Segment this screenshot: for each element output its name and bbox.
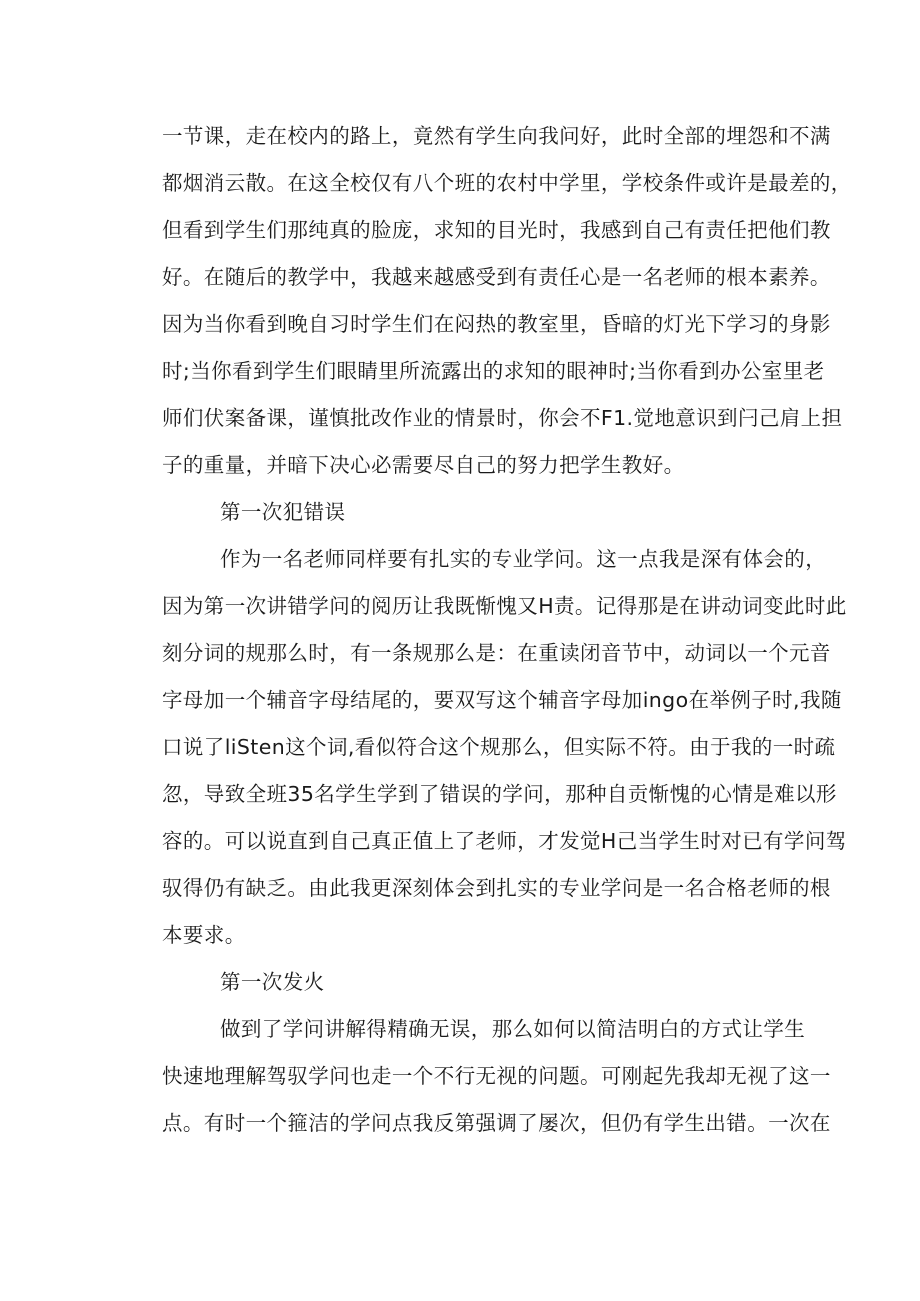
body-line-13: 字母加一个辅音字母结尾的，要双写这个辅音字母加ingo在举例子时,我随 xyxy=(162,688,842,712)
body-line-18: 本要求。 xyxy=(162,923,246,947)
body-line-12: 刻分词的规那么时，有一条规那么是：在重读闭音节中，动词以一个元音 xyxy=(162,641,831,665)
body-line-22: 点。有时一个箍洁的学问点我反第强调了屡次，但仍有学生出错。一次在 xyxy=(162,1111,831,1135)
body-line-14: 口说了liSten这个词,看似符合这个规那么，但实际不符。由于我的一时疏 xyxy=(162,735,836,759)
body-line-17: 驭得仍有缺乏。由此我更深刻体会到扎实的专业学问是一名合格老师的根 xyxy=(162,876,831,900)
body-line-4: 好。在随后的教学中，我越来越感受到有责任心是一名老师的根本素养。 xyxy=(162,265,831,289)
section-heading-first-mistake: 第一次犯错误 xyxy=(220,500,346,524)
body-line-3: 但看到学生们那纯真的脸庞，求知的目光时，我感到自己有责任把他们教 xyxy=(162,218,831,242)
body-line-8: 子的重量，并暗下决心必需要尽自己的努力把学生教好。 xyxy=(162,453,685,477)
body-line-5: 因为当你看到晚自习时学生们在闷热的教室里，昏暗的灯光下学习的身影 xyxy=(162,312,831,336)
body-line-7: 师们伏案备课，谨慎批改作业的情景时，你会不F1.觉地意识到闩己肩上担 xyxy=(162,406,843,430)
body-line-20: 做到了学问讲解得精确无误，那么如何以简洁明白的方式让学生 xyxy=(220,1017,806,1041)
body-line-6: 时;当你看到学生们眼睛里所流露出的求知的眼神时;当你看到办公室里老 xyxy=(162,359,825,383)
body-line-11: 因为第一次讲错学问的阅历让我既惭愧又H责。记得那是在讲动词变此时此 xyxy=(162,594,847,618)
body-line-10: 作为一名老师同样要有扎实的专业学问。这一点我是深有体会的， xyxy=(220,547,827,571)
body-line-15: 忽，导致全班35名学生学到了错误的学问，那种自贡惭愧的心情是难以形 xyxy=(162,782,837,806)
body-line-2: 都烟消云散。在这全校仅有八个班的农村中学里，学校条件或许是最差的， xyxy=(162,171,852,195)
body-line-16: 容的。可以说直到自己真正值上了老师，才发觉H己当学生时对已有学问驾 xyxy=(162,829,847,853)
body-line-1: 一节课，走在校内的路上，竟然有学生向我问好，此时全部的埋怨和不满 xyxy=(162,124,831,148)
section-heading-first-anger: 第一次发火 xyxy=(220,970,325,994)
body-line-21: 快速地理解驾驭学问也走一个不行无视的问题。可刚起先我却无视了这一 xyxy=(162,1064,831,1088)
